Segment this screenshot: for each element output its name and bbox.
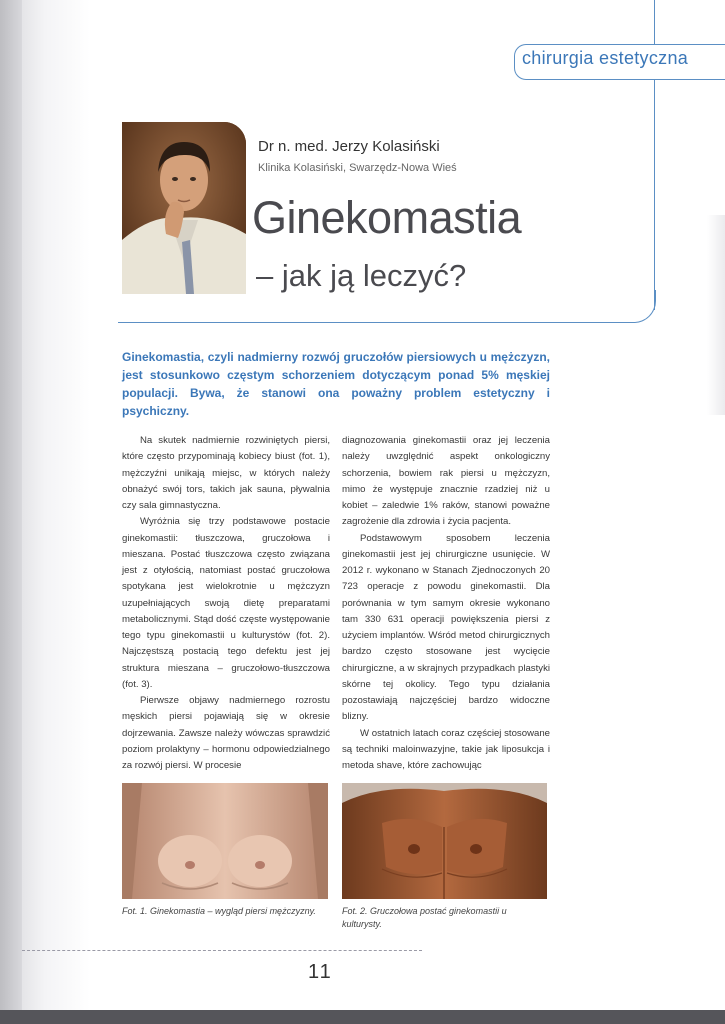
header-frame-rule: [118, 290, 656, 323]
figure-caption: Fot. 2. Gruczołowa postać ginekomastii u kulturysty.: [342, 906, 507, 929]
book-spine-shadow: [0, 0, 22, 1024]
paragraph: Podstawowym sposobem leczenia ginekomastii jest jej chirurgiczne usunięcie. W 2012 r. wykonano w Stanach Zjednoczonych 20 723 operacje z powodu ginekomastii. Dla porównania w tym samym okresie wykonano tam 330 631 operacji powiększenia piersi z użyciem implantów. Wśród metod chirurgicznych bardzo często stosowane jest wycięcie chirurgiczne, a w skrajnych przypadkach plastyki skórne tej okolicy. Tego typu działania pozostawiają najczęściej bardzo widoczne blizny.: [342, 532, 550, 723]
paragraph: diagnozowania ginekomastii oraz jej leczenia należy uwzględnić aspekt onkologiczny schorzenia, bowiem rak piersi u mężczyzn, mimo że występuje znacznie rzadziej niż u kobiet – zaledwie 1% raków, stanowi poważne zagrożenie dla zdrowia i życia pacjenta.: [342, 435, 550, 528]
page-edge-shadow: [707, 215, 725, 415]
section-label: chirurgia estetyczna: [522, 48, 689, 68]
author-name: Dr n. med. Jerzy Kolasiński: [258, 138, 440, 155]
paragraph: W ostatnich latach coraz częściej stosowane są techniki maloinwazyjne, takie jak liposukcja i metoda shave, które zachowując: [342, 727, 550, 771]
article-subtitle: – jak ją leczyć?: [256, 258, 467, 293]
photo-gynecomastia: [122, 783, 328, 899]
footer-dashed-rule: [22, 950, 422, 951]
article-title: Ginekomastia: [252, 192, 522, 243]
paragraph: Na skutek nadmiernie rozwiniętych piersi, które często przypominają kobiecy biust (fot. 1), mężczyźni unikają miejsc, w których należy obnażyć swój tors, takich jak sauna, pływalnia czy sala gimnastyczna.: [122, 435, 330, 511]
paragraph: Wyróżnia się trzy podstawowe postacie ginekomastii: tłuszczowa, gruczołowa i mieszana. Postać tłuszczowa często związana jest z otyłością, natomiast postać gruczołowa spotykana jest wielokrotnie u mężczyzn uzupełniających swoją dietę preparatami metabolicznymi. Stąd dość częste występowanie tego typu ginekomastii u kulturystów (fot. 2). Najczęstszą postacią tego defektu jest jej struktura mieszana – gruczołowo-tłuszczowa (fot. 3).: [122, 516, 330, 690]
author-portrait: [122, 122, 246, 294]
photo-bodybuilder: [342, 783, 547, 899]
text-column-right: [342, 433, 550, 774]
paragraph: Pierwsze objawy nadmiernego rozrostu męskich piersi pojawiają się w okresie dojrzewania. Zawsze należy wówczas sprawdzić poziom prolaktyny – hormonu odpowiedzialnego za rozwój piersi. W procesie: [122, 695, 330, 771]
author-affiliation: Klinika Kolasiński, Swarzędz-Nowa Wieś: [258, 162, 457, 174]
figure-caption: Fot. 1. Ginekomastia – wygląd piersi mężczyzny.: [122, 906, 316, 916]
article-lead: Ginekomastia, czyli nadmierny rozwój gruczołów piersiowych u mężczyzn, jest stosunkowo częstym schorzeniem dotyczącym ponad 5% męskiej populacji. Bywa, że stanowi ona poważny problem estetyczny i psychiczny.: [122, 350, 550, 418]
page-number: 11: [308, 961, 333, 983]
scan-bottom-edge: [0, 1010, 725, 1024]
text-column-left: [122, 433, 330, 774]
